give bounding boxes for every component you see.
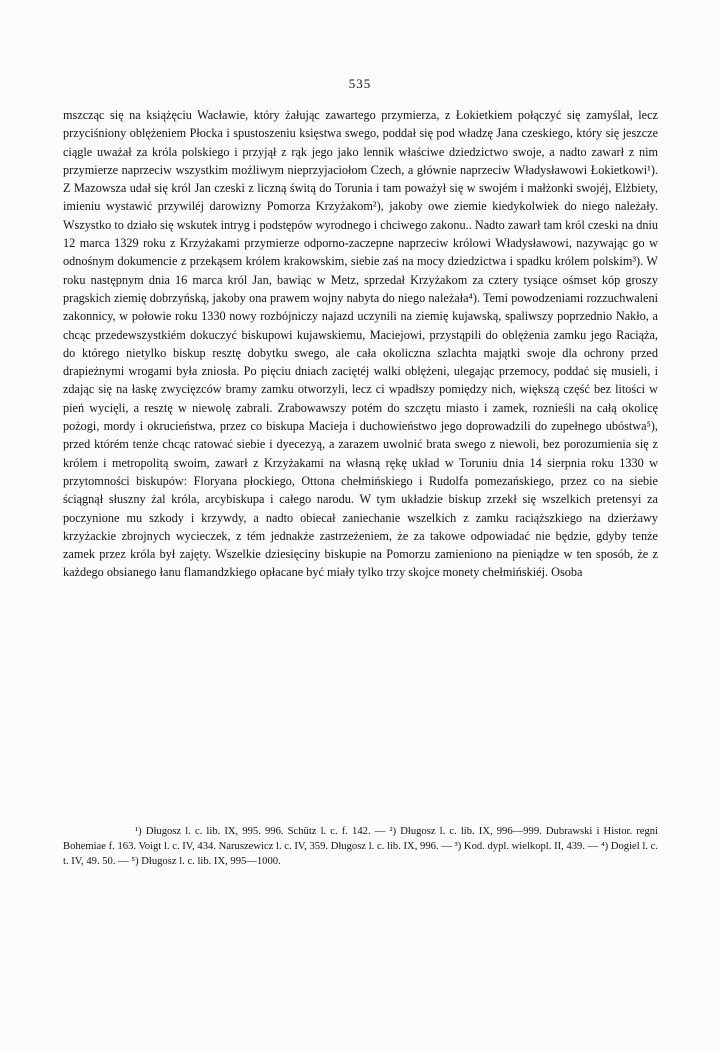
body-paragraph: mszcząc się na książęciu Wacławie, który żałując zawartego przymierza, z Łokietkiem połączyć się zamyślał, lecz przyciśniony oblężeniem Płocka i spustoszeniu księstwa swego, poddał się pod władzę Jana czeskiego, który się jeszcze ciągle uważał za króla polskiego i przyjął z rąk jego jako lennik właściwe dziedzictwo swoje, a nadto zawarł z nim przymierze naprzeciw wszystkim możliwym nieprzyjaciołom Czech, a głównie naprzeciw Władysławowi Łokietkowi¹). Z Mazowsza udał się król Jan czeski z liczną świtą do Torunia i tam poważył się w swojém i małżonki swojéj, Elżbiety, imieniu wystawić przywiléj darowizny Pomorza Krzyżakom²), jakoby owe ziemie kiedykolwiek do niego należały. Wszystko to działo się wskutek intryg i podstępów wyrodnego i chciwego zakonu.. Nadto zawarł tam król czeski na dniu 12 marca 1329 roku z Krzyżakami przymierze odporno-zaczepne naprzeciw królowi Władysławowi, nazywając go w odnośnym dokumencie z przekąsem królem krakowskim, siebie zaś na mocy dziedzictwa i spadku królem polskim³). W roku następnym dnia 16 marca król Jan, bawiąc w Metz, sprzedał Krzyżakom za cztery tysiące ośmset kóp groszy pragskich ziemię dobrzyńską, jakoby ona prawem wojny nabyta do niego należała⁴). Temi powodzeniami rozzuchwaleni zakonnicy, w połowie roku 1330 nowy rozbójniczy najazd uczynili na ziemię kujawską, spaliwszy poprzednio Nakło, a chcąc przedewszystkiém dokuczyć biskupowi kujawskiemu, Maciejowi, przystąpili do oblężenia zamku jego Raciąża, do którego nietylko biskup resztę dobytku swego, ale cała okoliczna szlachta majątki swoje dla ochrony przed drapieżnymi wrogami była zniosła. Po pięciu dniach zaciętéj walki oblężeni, ulegając przemocy, poddać się musieli, i zdając się na łaskę zwycięzców bramy zamku otworzyli, lecz ci wpadłszy pomiędzy nich, większą część bez litości w pień wycięli, a resztę w niewolę zabrali. Zrabowawszy potém do szczętu miasto i zamek, roznieśli na całą okolicę pożogi, mordy i okrucieństwa, przez co biskupa Macieja i duchowieństwo jego doprowadzili do zupełnego ubóstwa⁵), przed którém tenże chcąc ratować siebie i dyecezyą, a zarazem uwolnić brata swego z niewoli, bez porozumienia się z królem i metropolitą swoim, zawarł z Krzyżakami na własną rękę układ w Toruniu dnia 14 sierpnia roku 1330 w przytomności biskupów: Floryana płockiego, Ottona chełmińskiego i Rudolfa pomezańskiego, przez co na siebie ściągnął słuszny żal króla, arcybiskupa i całego narodu. W tym układzie biskup zrzekł się wszelkich pretensyi za poczynione mu szkody i krzywdy, a nadto obiecał zaniechanie wszelkich z zamku raciąższkiego na dzierżawy krzyżackie zbrojnych wycieczek, z tém jednakże zastrzeżeniem, że za takowe odpowiadać nie będzie, gdyby tenże zamek przez króla był zajęty. Wszelkie dziesięciny biskupie na Pomorzu zamieniono na pieniądze w ten sposób, że z każdego obsianego łanu flamandzkiego opłacane być miały tylko trzy skojce monety chełmińskiéj. Osoba — [63, 108, 658, 580]
page-number: 535 — [348, 76, 372, 91]
footnotes-paragraph: ¹) Długosz l. c. lib. IX, 995. 996. Schütz l. c. f. 142. — ²) Długosz l. c. lib. IX, 996—999. Dubrawski i Histor. regni Bohemiae f. 163. Voigt l. c. IV, 434. Naruszewicz l. c. IV, 359. Długosz l. c. lib. IX, 996. — ³) Kod. dypl. wielkopl. II, 439. — ⁴) Dogiel l. c. t. IV, 49. 50. — ⁵) Długosz l. c. lib. IX, 995—1000. — [63, 826, 658, 868]
body-text — [63, 106, 658, 582]
footnotes — [63, 824, 658, 870]
